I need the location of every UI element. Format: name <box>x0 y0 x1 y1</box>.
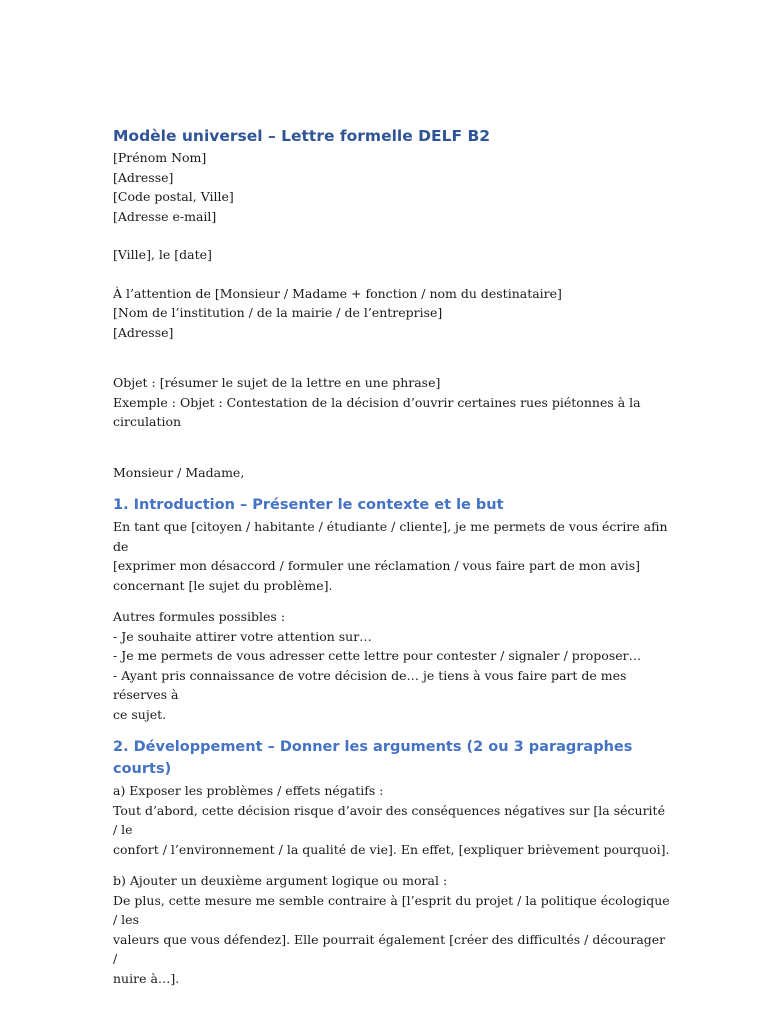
sender-line: [Prénom Nom] <box>113 150 207 165</box>
paragraph-line: nuire à…]. <box>113 970 180 986</box>
argument-b <box>113 871 673 988</box>
section-heading-introduction: 1. Introduction – Présenter le contexte et le but <box>113 497 504 513</box>
alternative-formulas <box>113 607 673 724</box>
paragraph-line: ce sujet. <box>113 706 167 722</box>
letter-body <box>113 124 673 988</box>
paragraph-line: Tout d’abord, cette décision risque d’avoir des conséquences négatives sur [la sécurité / le <box>113 802 669 837</box>
paragraph-line: confort / l’environnement / la qualité de vie]. En effet, [expliquer brièvement pourquoi]. <box>113 841 670 857</box>
object-line: circulation <box>113 414 182 429</box>
argument-a <box>113 781 673 859</box>
object-line: Exemple : Objet : Contestation de la décision d’ouvrir certaines rues piétonnes à la <box>113 394 641 410</box>
section-heading-development: 2. Développement – Donner les arguments (2 ou 3 paragraphes courts) <box>113 739 633 777</box>
paragraph-line: valeurs que vous défendez]. Elle pourrait également [créer des difficultés / décourager / <box>113 931 670 966</box>
paragraph-line: [exprimer mon désaccord / formuler une réclamation / vous faire part de mon avis] <box>113 558 641 573</box>
list-item: - Je me permets de vous adresser cette lettre pour contester / signaler / proposer… <box>113 648 642 663</box>
paragraph-line: b) Ajouter un deuxième argument logique ou moral : <box>113 873 448 888</box>
sender-line: [Adresse e-mail] <box>113 208 217 224</box>
object-line: Objet : [résumer le sujet de la lettre en une phrase] <box>113 375 441 390</box>
recipient-line: À l’attention de [Monsieur / Madame + fonction / nom du destinataire] <box>113 285 562 301</box>
introduction-paragraph <box>113 517 673 595</box>
recipient-block <box>113 284 673 343</box>
salutation: Monsieur / Madame, <box>113 464 245 480</box>
sender-block <box>113 148 673 226</box>
list-item: - Ayant pris connaissance de votre décision de… je tiens à vous faire part de mes réserves à <box>113 667 631 702</box>
recipient-line: [Adresse] <box>113 324 174 340</box>
sender-line: [Code postal, Ville] <box>113 189 234 204</box>
object-block <box>113 373 673 432</box>
sender-line: [Adresse] <box>113 169 174 185</box>
place-date: [Ville], le [date] <box>113 247 212 262</box>
paragraph-line: De plus, cette mesure me semble contraire à [l’esprit du projet / la politique écologique / les <box>113 892 674 927</box>
paragraph-line: Autres formules possibles : <box>113 609 286 624</box>
list-item: - Je souhaite attirer votre attention sur… <box>113 628 372 644</box>
paragraph-line: En tant que [citoyen / habitante / étudiante / cliente], je me permets de vous écrire afin de <box>113 519 672 554</box>
paragraph-line: a) Exposer les problèmes / effets négatifs : <box>113 783 384 798</box>
paragraph-line: concernant [le sujet du problème]. <box>113 577 333 593</box>
document-title: Modèle universel – Lettre formelle DELF B2 <box>113 127 491 145</box>
recipient-line: [Nom de l’institution / de la mairie / de l’entreprise] <box>113 305 443 320</box>
